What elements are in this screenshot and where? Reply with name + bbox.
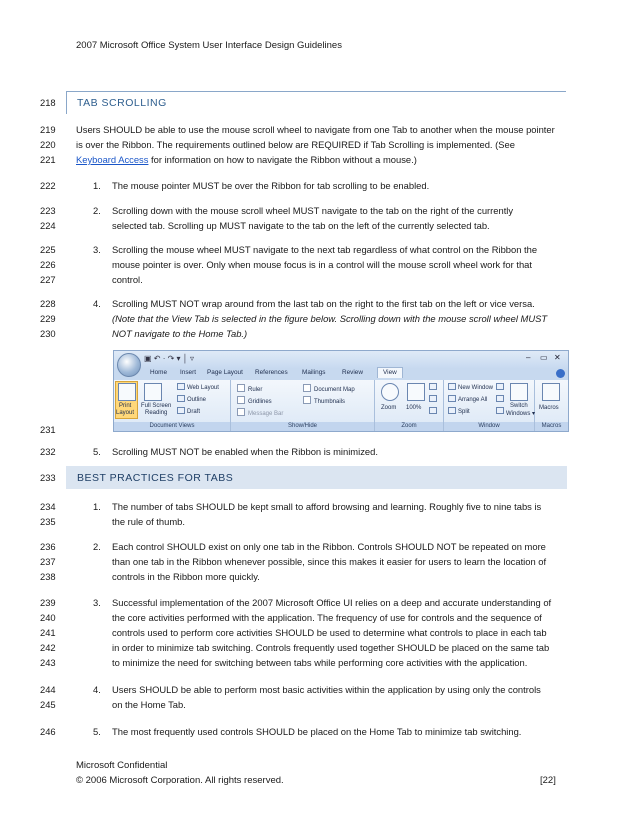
list-item-text: control. (112, 274, 143, 285)
tab-review[interactable]: Review (342, 369, 363, 376)
list-item-text: the rule of thumb. (112, 516, 185, 527)
list-item-number: 1. (93, 180, 101, 191)
print-layout-label-2[interactable]: Layout (116, 410, 135, 416)
footer-copyright: © 2006 Microsoft Corporation. All rights reserved. (76, 775, 284, 786)
line-number: 228 (40, 298, 56, 309)
document-map-label: Document Map (314, 387, 355, 393)
line-number: 226 (40, 259, 56, 270)
list-item-text: controls in the Ribbon more quickly. (112, 571, 260, 582)
zoom-100-label[interactable]: 100% (406, 405, 422, 411)
help-icon[interactable] (556, 369, 565, 378)
line-number: 235 (40, 516, 56, 527)
section-heading-tab-scrolling: TAB SCROLLING (77, 97, 167, 109)
thumbnails-checkbox[interactable] (303, 396, 345, 405)
intro-line-1: Users SHOULD be able to use the mouse scroll wheel to navigate from one Tab to another when the mouse pointer (76, 124, 555, 135)
group-zoom (375, 380, 444, 431)
list-item-text: selected tab. Scrolling up MUST navigate to the tab on the left of the currently selected tab. (112, 220, 490, 231)
line-number: 223 (40, 205, 56, 216)
intro-line-3-text: for information on how to navigate the Ribbon without a mouse.) (148, 154, 417, 165)
section-heading-best-practices: BEST PRACTICES FOR TABS (77, 472, 234, 484)
tab-insert[interactable]: Insert (180, 369, 196, 376)
switch-windows-icon (510, 383, 528, 401)
checkbox-icon (303, 396, 311, 404)
web-layout-label: Web Layout (187, 385, 219, 391)
full-screen-reading-icon (144, 383, 162, 401)
list-item-text: The number of tabs SHOULD be kept small to afford browsing and learning. Roughly five to nine tabs is (112, 501, 542, 512)
line-number: 221 (40, 154, 56, 165)
ribbon-title-bar (114, 351, 568, 368)
page-width-icon[interactable] (429, 407, 439, 415)
line-number: 222 (40, 180, 56, 191)
line-number: 230 (40, 328, 56, 339)
web-layout-button[interactable] (177, 383, 219, 391)
zoom-magnifier-icon (381, 383, 399, 401)
tab-mailings[interactable]: Mailings (302, 369, 326, 376)
line-number: 244 (40, 684, 56, 695)
new-window-button[interactable] (448, 383, 493, 391)
keyboard-access-link[interactable]: Keyboard Access (76, 154, 149, 165)
minimize-icon[interactable]: – (526, 353, 531, 362)
list-item-number: 3. (93, 597, 101, 608)
thumbnails-label: Thumbnails (314, 399, 346, 405)
line-number: 229 (40, 313, 56, 324)
list-item-number: 2. (93, 205, 101, 216)
line-number: 218 (40, 97, 56, 108)
draft-label: Draft (187, 409, 201, 415)
macros-icon (542, 383, 560, 401)
maximize-icon[interactable]: ▭ (540, 353, 548, 362)
outline-icon (177, 395, 185, 402)
line-number: 219 (40, 124, 56, 135)
list-item-text: The most frequently used controls SHOULD be placed on the Home Tab to minimize tab switching. (112, 726, 522, 737)
line-number: 246 (40, 726, 56, 737)
message-bar-label: Message Bar (248, 411, 284, 417)
arrange-all-icon (448, 395, 456, 402)
view-side-by-side-icon[interactable] (496, 383, 506, 391)
line-number: 245 (40, 699, 56, 710)
switch-windows-label-1[interactable]: Switch (510, 403, 528, 409)
list-item-text: The mouse pointer MUST be over the Ribbon for tab scrolling to be enabled. (112, 180, 430, 191)
zoom-100-icon (407, 383, 425, 401)
list-item-text: Scrolling down with the mouse scroll wheel MUST navigate to the tab on the right of the currently (112, 205, 514, 216)
list-item-text: to minimize the need for switching between tabs while performing core activities with the application. (112, 657, 528, 668)
line-number: 239 (40, 597, 56, 608)
new-window-label: New Window (458, 385, 494, 391)
split-label: Split (458, 409, 470, 415)
checkbox-icon (237, 396, 245, 404)
outline-button[interactable] (177, 395, 206, 403)
list-item-number: 4. (93, 684, 101, 695)
two-pages-icon[interactable] (429, 395, 439, 403)
list-item-note: NOT navigate to the Home Tab.) (112, 328, 248, 339)
close-icon[interactable]: ✕ (554, 353, 561, 362)
arrange-all-label: Arrange All (458, 397, 488, 403)
office-button-icon[interactable] (117, 353, 141, 377)
arrange-all-button[interactable] (448, 395, 487, 403)
gridlines-label: Gridlines (248, 399, 272, 405)
line-number: 224 (40, 220, 56, 231)
new-window-icon (448, 383, 456, 390)
line-number: 233 (40, 472, 56, 483)
ribbon-tab-row (114, 368, 568, 380)
line-number: 227 (40, 274, 56, 285)
switch-windows-label-2[interactable]: Windows ▾ (506, 411, 536, 417)
document-map-checkbox[interactable] (303, 384, 355, 393)
synchronous-scrolling-icon[interactable] (496, 395, 506, 403)
zoom-label[interactable]: Zoom (381, 405, 397, 411)
line-number: 234 (40, 501, 56, 512)
line-number: 243 (40, 657, 56, 668)
list-item-text: in order to minimize tab switching. Controls frequently used together SHOULD be placed on the same tab (112, 642, 550, 653)
list-item-text: Scrolling MUST NOT wrap around from the last tab on the right to the first tab on the left or vice versa. (112, 298, 535, 309)
checkbox-icon (237, 384, 245, 392)
line-number: 242 (40, 642, 56, 653)
line-number: 225 (40, 244, 56, 255)
ruler-checkbox[interactable] (237, 384, 262, 393)
draft-icon (177, 407, 185, 414)
line-number: 232 (40, 446, 56, 457)
outline-label: Outline (187, 397, 207, 403)
list-item-text: than one tab in the Ribbon whenever possible, since this makes it easier for users to learn the location of (112, 556, 547, 567)
print-layout-icon (118, 383, 136, 401)
line-number: 236 (40, 541, 56, 552)
footer-confidential: Microsoft Confidential (76, 760, 168, 771)
list-item-text: Each control SHOULD exist on only one tab in the Ribbon. Controls SHOULD NOT be repeated on more (112, 541, 546, 552)
line-number: 240 (40, 612, 56, 623)
group-label: Document Views (114, 422, 230, 431)
list-item-number: 5. (93, 446, 101, 457)
split-icon (448, 407, 456, 414)
list-item-text: Scrolling the mouse wheel MUST navigate to the next tab regardless of what control on the Ribbon the (112, 244, 538, 255)
list-item-number: 5. (93, 726, 101, 737)
group-label: Window (444, 422, 534, 431)
list-item-text: Successful implementation of the 2007 Microsoft Office UI relies on a deep and accurate understanding of (112, 597, 552, 608)
list-item-text: mouse pointer is over. Only when mouse focus is in a control will the mouse scroll wheel work for that (112, 259, 532, 270)
web-layout-icon (177, 383, 185, 390)
macros-label[interactable]: Macros (539, 405, 559, 411)
message-bar-checkbox[interactable] (237, 408, 283, 417)
tab-references[interactable]: References (255, 369, 288, 376)
line-number: 241 (40, 627, 56, 638)
group-label: Zoom (375, 422, 443, 431)
page-number: [22] (540, 775, 556, 786)
line-number: 220 (40, 139, 56, 150)
list-item-text: on the Home Tab. (112, 699, 186, 710)
tab-home[interactable]: Home (150, 369, 168, 376)
intro-line-2: is over the Ribbon. The requirements outlined below are REQUIRED if Tab Scrolling is implemented. (See (76, 139, 515, 150)
ribbon-panel (114, 380, 568, 431)
list-item-number: 2. (93, 541, 101, 552)
list-item-text: the core activities performed with the application. The frequency of use for controls and the sequence of (112, 612, 542, 623)
list-item-number: 3. (93, 244, 101, 255)
list-item-number: 4. (93, 298, 101, 309)
group-window (444, 380, 535, 431)
list-item-text: Users SHOULD be able to perform most basic activities within the application by using only the controls (112, 684, 541, 695)
checkbox-icon (237, 408, 245, 416)
ruler-label: Ruler (248, 387, 263, 393)
split-button[interactable] (448, 407, 470, 415)
group-document-views (114, 380, 231, 431)
line-number: 238 (40, 571, 56, 582)
list-item-number: 1. (93, 501, 101, 512)
checkbox-icon (303, 384, 311, 392)
group-macros (535, 380, 568, 431)
tab-view[interactable]: View (377, 367, 403, 378)
line-number: 231 (40, 424, 56, 435)
group-label: Show/Hide (231, 422, 374, 431)
full-screen-label-2[interactable]: Reading (145, 410, 168, 416)
quick-access-toolbar[interactable]: ▣ ↶ · ↷ ▾ │ ▿ (144, 354, 194, 363)
line-number: 237 (40, 556, 56, 567)
intro-line-3 (76, 154, 417, 165)
draft-button[interactable] (177, 407, 200, 415)
list-item-note: (Note that the View Tab is selected in the figure below. Scrolling down with the mouse scroll wheel MUST (112, 313, 548, 324)
list-item-text: controls used to perform core activities SHOULD be used to determine what controls to place in each tab (112, 627, 547, 638)
one-page-icon[interactable] (429, 383, 439, 391)
reset-window-position-icon[interactable] (496, 407, 506, 415)
list-item-text: Scrolling MUST NOT be enabled when the Ribbon is minimized. (112, 446, 378, 457)
group-show-hide (231, 380, 375, 431)
running-header: 2007 Microsoft Office System User Interface Design Guidelines (76, 40, 342, 51)
gridlines-checkbox[interactable] (237, 396, 272, 405)
group-label: Macros (535, 422, 568, 431)
ribbon-figure (113, 350, 569, 432)
full-screen-label-1[interactable]: Full Screen (141, 403, 172, 409)
print-layout-label-1[interactable]: Print (119, 403, 132, 409)
tab-page-layout[interactable]: Page Layout (207, 369, 243, 376)
